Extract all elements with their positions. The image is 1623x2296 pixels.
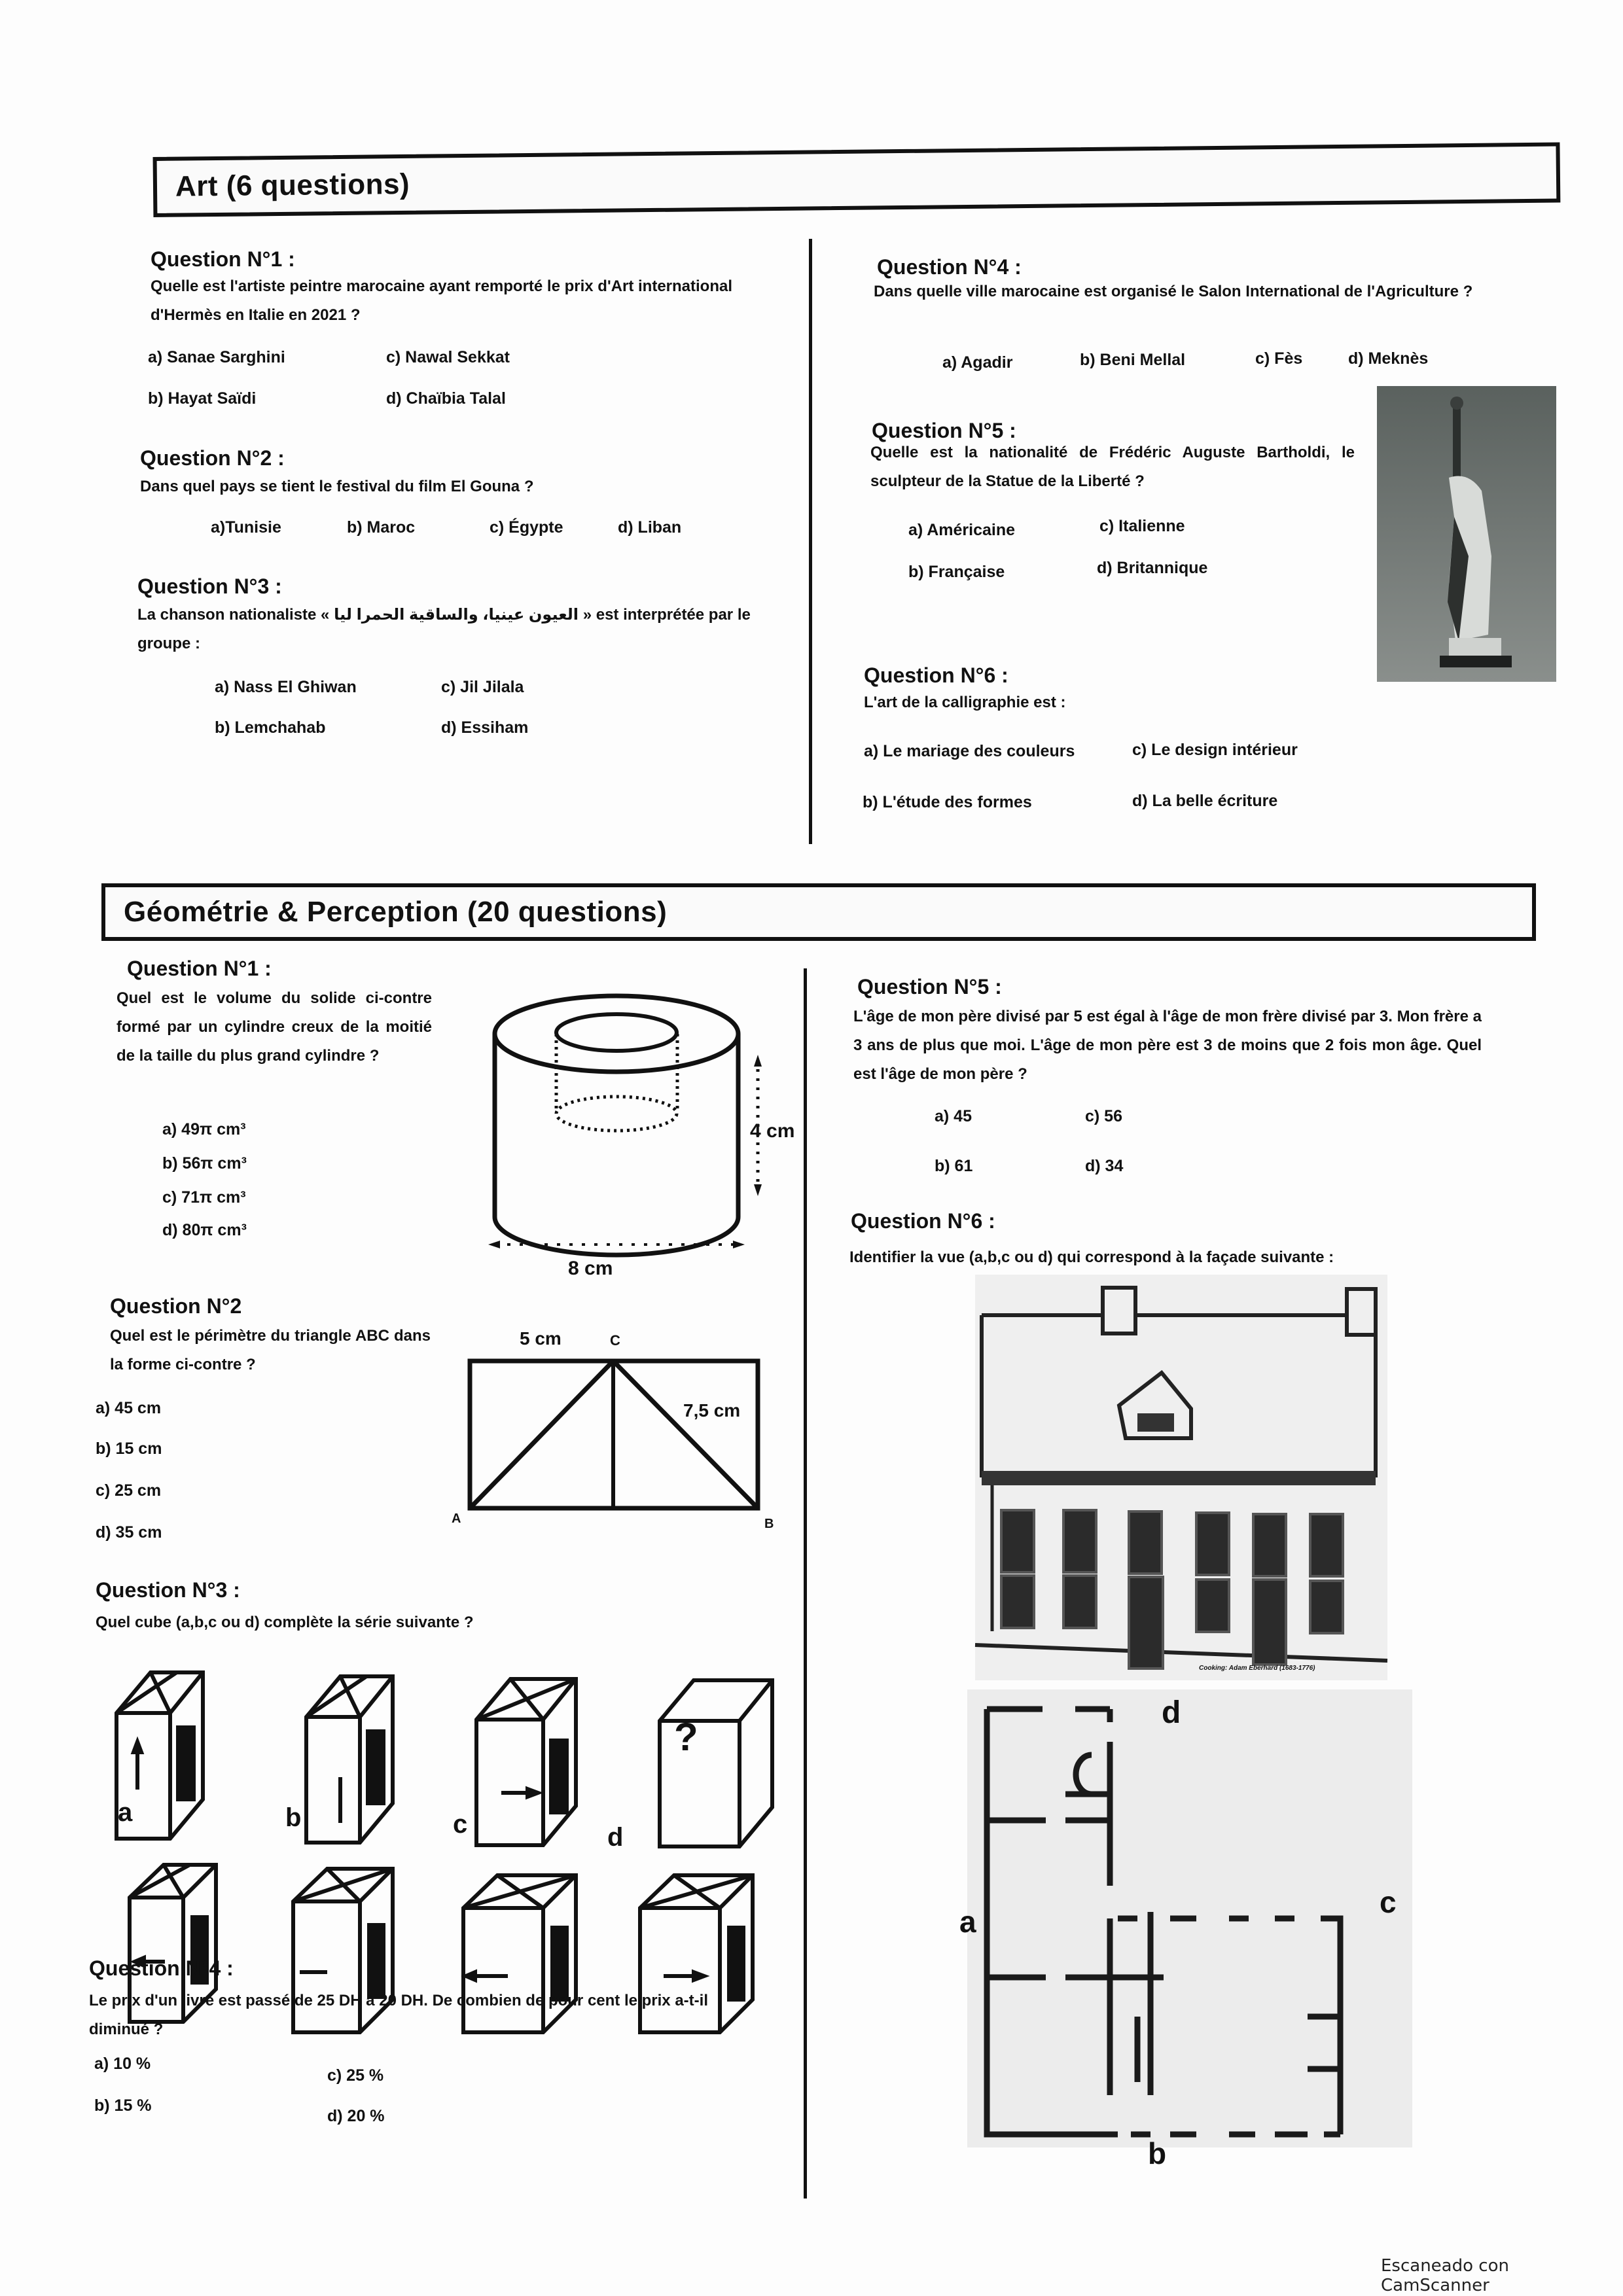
option-c[interactable]: c) Jil Jilala: [441, 678, 524, 696]
cube-unknown-icon: [660, 1680, 772, 1846]
question-text: Quelle est la nationalité de Frédéric Auguste Bartholdi, le sculpteur de la Statue de la Liberté ?: [870, 444, 1355, 490]
option-d[interactable]: d) 35 cm: [96, 1523, 162, 1542]
point-c-label: C: [610, 1332, 620, 1349]
option-a[interactable]: a) 45 cm: [96, 1399, 162, 1417]
option-b[interactable]: b) 15 cm: [96, 1439, 162, 1458]
option-c[interactable]: c) Égypte: [490, 518, 563, 537]
building-facade-image: [975, 1275, 1387, 1680]
question-text: Quel est le volume du solide ci-contre formé par un cylindre creux de la moitié de la taille du plus grand cylindre ?: [116, 989, 432, 1065]
question-text: L'art de la calligraphie est :: [864, 694, 1066, 711]
option-c[interactable]: c) 56: [1085, 1107, 1122, 1125]
option-c[interactable]: c) Fès: [1255, 349, 1303, 368]
question-title: Question N°3 :: [96, 1578, 240, 1602]
option-c[interactable]: c) Italienne: [1099, 517, 1185, 535]
option-a[interactable]: a) Agadir: [942, 353, 1013, 372]
unknown-cube-mark: ?: [674, 1715, 698, 1759]
question-title: Question N°1 :: [151, 247, 295, 271]
option-a[interactable]: a) Sanae Sarghini: [148, 348, 285, 366]
option-c[interactable]: c: [453, 1810, 468, 1839]
column-divider: [809, 239, 812, 844]
statue-of-liberty-image: [1377, 386, 1556, 682]
option-c[interactable]: c) 71π cm³: [162, 1188, 246, 1207]
point-a-label: A: [452, 1511, 461, 1526]
option-b[interactable]: b) Maroc: [347, 518, 416, 537]
option-a[interactable]: a) Le mariage des couleurs: [864, 742, 1075, 760]
option-a[interactable]: a) Nass El Ghiwan: [215, 678, 357, 696]
question-title: Question N°3 :: [137, 574, 282, 598]
height-label: 4 cm: [750, 1120, 795, 1142]
plan-label-d[interactable]: d: [1162, 1695, 1181, 1730]
question-text: Quelle est l'artiste peintre marocaine ayant remporté le prix d'Art international d'Hermès en Italie en 2021 ?: [151, 277, 733, 324]
option-c[interactable]: c) 25 %: [327, 2066, 384, 2085]
facade-caption: Cooking: Adam Eberhard (1683-1776): [1199, 1665, 1315, 1672]
camscanner-watermark: Escaneado con CamScanner: [1381, 2256, 1509, 2295]
question-text: Identifier la vue (a,b,c ou d) qui correspond à la façade suivante :: [849, 1248, 1334, 1266]
option-b[interactable]: b) Hayat Saïdi: [148, 389, 257, 408]
cube-3-icon: [476, 1679, 576, 1845]
option-b[interactable]: b) Française: [908, 563, 1005, 581]
option-d[interactable]: d) Liban: [618, 518, 682, 537]
question-title: Question N°2: [110, 1294, 242, 1318]
question-text: Le prix d'un livre est passé de 25 DH à 20 DH. De combien de pour cent le prix a-t-il diminué ?: [89, 1992, 708, 2038]
question-title: Question N°4 :: [877, 255, 1022, 279]
question-title: Question N°4 :: [89, 1956, 234, 1980]
width-label: 8 cm: [568, 1258, 613, 1279]
option-b[interactable]: b) 61: [935, 1157, 973, 1175]
question-title: Question N°2 :: [140, 446, 285, 470]
question-text: La chanson nationaliste « العيون عينيا، والساقية الحمرا ليا » est interprétée par le groupe :: [137, 606, 751, 652]
question-text: Quel cube (a,b,c ou d) complète la série suivante ?: [96, 1614, 474, 1631]
section-title: Géométrie & Perception (20 questions): [124, 896, 668, 928]
question-text: Dans quelle ville marocaine est organisé le Salon International de l'Agriculture ?: [874, 283, 1473, 300]
option-a[interactable]: a)Tunisie: [211, 518, 281, 537]
question-text: Dans quel pays se tient le festival du film El Gouna ?: [140, 478, 534, 495]
cube-2-icon: [306, 1676, 393, 1843]
option-d[interactable]: d) Essiham: [441, 718, 529, 737]
question-text: Quel est le périmètre du triangle ABC dans la forme ci-contre ?: [110, 1327, 431, 1373]
option-a[interactable]: a) 10 %: [94, 2055, 151, 2073]
question-text: L'âge de mon père divisé par 5 est égal à l'âge de mon frère divisé par 3. Mon frère a 3 ans de plus que moi. L'âge de mon père est 3 de moins que 2 fois mon âge. Quel est l'âge de mon père ?: [853, 1008, 1482, 1083]
option-d[interactable]: d) Chaïbia Talal: [386, 389, 506, 408]
option-b[interactable]: b) L'étude des formes: [863, 793, 1032, 811]
plan-label-c[interactable]: c: [1380, 1885, 1397, 1919]
question-title: Question N°6 :: [864, 663, 1008, 687]
option-d[interactable]: d) Britannique: [1097, 559, 1208, 577]
question-title: Question N°5 :: [872, 419, 1016, 442]
question-title: Question N°6 :: [851, 1209, 995, 1233]
option-b[interactable]: b) Lemchahab: [215, 718, 326, 737]
point-b-label: B: [764, 1517, 774, 1531]
option-d[interactable]: d) La belle écriture: [1132, 792, 1278, 810]
option-b[interactable]: b) 15 %: [94, 2096, 152, 2115]
cube-series: [98, 1649, 792, 1956]
option-b[interactable]: b) 56π cm³: [162, 1154, 247, 1173]
option-d[interactable]: d) 20 %: [327, 2107, 385, 2125]
plan-label-a[interactable]: a: [959, 1905, 976, 1939]
floor-plan-image: [967, 1689, 1412, 2147]
option-d[interactable]: d) 34: [1085, 1157, 1124, 1175]
option-a[interactable]: a: [118, 1798, 133, 1827]
statue-figure-icon: [1377, 386, 1556, 682]
option-a[interactable]: a) 49π cm³: [162, 1120, 246, 1139]
plan-label-b[interactable]: b: [1148, 2136, 1167, 2170]
option-a[interactable]: a) Américaine: [908, 521, 1016, 539]
option-c[interactable]: c) 25 cm: [96, 1481, 162, 1500]
option-d[interactable]: d) Meknès: [1348, 349, 1429, 368]
triangle-abc-figure: [458, 1354, 772, 1525]
section-header-geometry: [101, 883, 1536, 941]
question-title: Question N°5 :: [857, 975, 1002, 998]
side-length-label: 7,5 cm: [683, 1400, 741, 1421]
option-c[interactable]: c) Nawal Sekkat: [386, 348, 510, 366]
question-title: Question N°1 :: [127, 957, 272, 980]
section-header-art: [153, 142, 1561, 217]
option-c[interactable]: c) Le design intérieur: [1132, 741, 1298, 759]
option-b[interactable]: b: [285, 1803, 302, 1832]
option-d[interactable]: d: [607, 1823, 624, 1852]
top-length-label: 5 cm: [520, 1328, 562, 1349]
option-d[interactable]: d) 80π cm³: [162, 1221, 247, 1239]
option-a[interactable]: a) 45: [935, 1107, 972, 1125]
option-b[interactable]: b) Beni Mellal: [1080, 351, 1186, 369]
section-title: Art (6 questions): [175, 168, 410, 203]
